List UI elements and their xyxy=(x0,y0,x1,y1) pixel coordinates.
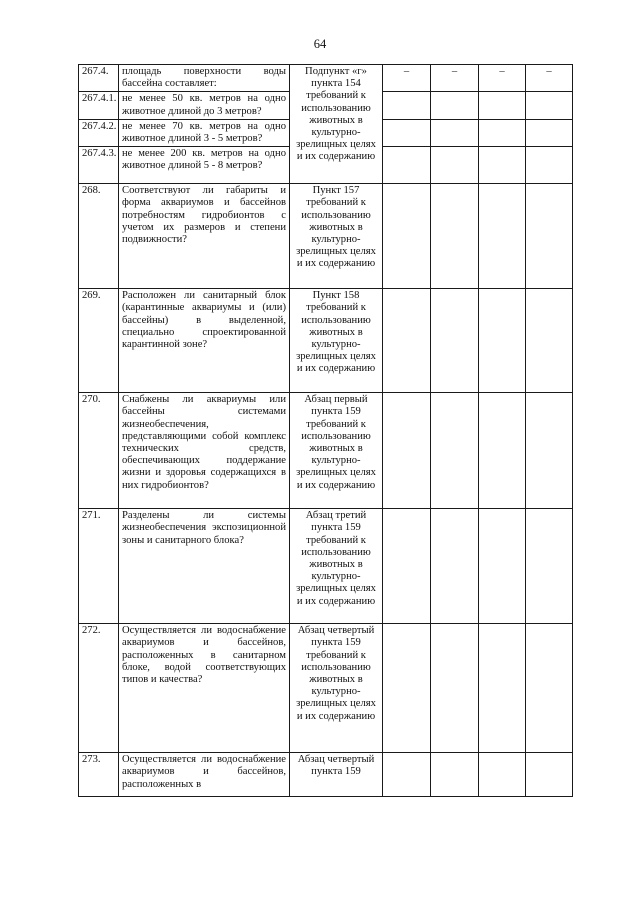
table-row xyxy=(79,184,573,289)
row-requirement: Абзац первый пункта 159 требований к использованию животных в культурно-зрелищных целях и их содержанию xyxy=(290,393,383,509)
mark-cell[interactable] xyxy=(383,624,431,753)
mark-cell[interactable]: – xyxy=(431,65,479,92)
mark-cell[interactable]: – xyxy=(526,65,573,92)
row-number: 270. xyxy=(79,393,119,509)
mark-cell[interactable] xyxy=(479,92,526,119)
mark-cell[interactable] xyxy=(431,624,479,753)
table-row xyxy=(79,65,573,92)
row-number: 267.4.3. xyxy=(79,147,119,184)
row-number: 272. xyxy=(79,624,119,753)
table-row xyxy=(79,753,573,797)
mark-cell[interactable] xyxy=(479,393,526,509)
mark-cell[interactable] xyxy=(526,753,573,797)
table-row xyxy=(79,393,573,509)
mark-cell[interactable] xyxy=(526,119,573,146)
row-number: 267.4.2. xyxy=(79,119,119,146)
row-number: 267.4.1. xyxy=(79,92,119,119)
row-requirement: Подпункт «г» пункта 154 требований к использованию животных в культурно-зрелищных целях и их содержанию xyxy=(290,65,383,184)
row-requirement: Пункт 158 требований к использованию животных в культурно-зрелищных целях и их содержанию xyxy=(290,289,383,393)
mark-cell[interactable] xyxy=(526,147,573,184)
mark-cell[interactable] xyxy=(479,624,526,753)
mark-cell[interactable] xyxy=(479,184,526,289)
row-question: Разделены ли системы жизнеобеспечения экспозиционной зоны и санитарного блока? xyxy=(119,509,290,624)
page-number: 64 xyxy=(313,37,327,51)
mark-cell[interactable] xyxy=(383,753,431,797)
mark-cell[interactable] xyxy=(479,753,526,797)
mark-cell[interactable]: – xyxy=(383,65,431,92)
mark-cell[interactable] xyxy=(383,147,431,184)
checklist-table xyxy=(78,64,573,797)
mark-cell[interactable] xyxy=(431,147,479,184)
mark-cell[interactable] xyxy=(526,92,573,119)
mark-cell[interactable] xyxy=(526,509,573,624)
row-question: площадь поверхности воды бассейна составляет: xyxy=(119,65,290,92)
row-number: 269. xyxy=(79,289,119,393)
mark-cell[interactable] xyxy=(431,184,479,289)
table-row xyxy=(79,509,573,624)
mark-cell[interactable] xyxy=(383,119,431,146)
mark-cell[interactable] xyxy=(526,393,573,509)
row-number: 271. xyxy=(79,509,119,624)
mark-cell[interactable] xyxy=(479,289,526,393)
mark-cell[interactable] xyxy=(431,92,479,119)
row-number: 267.4. xyxy=(79,65,119,92)
mark-cell[interactable] xyxy=(479,509,526,624)
row-requirement: Абзац четвертый пункта 159 xyxy=(290,753,383,797)
row-requirement: Абзац третий пункта 159 требований к использованию животных в культурно-зрелищных целях и их содержанию xyxy=(290,509,383,624)
mark-cell[interactable]: – xyxy=(479,65,526,92)
mark-cell[interactable] xyxy=(479,119,526,146)
mark-cell[interactable] xyxy=(526,184,573,289)
mark-cell[interactable] xyxy=(431,289,479,393)
row-number: 273. xyxy=(79,753,119,797)
mark-cell[interactable] xyxy=(383,184,431,289)
row-question: Расположен ли санитарный блок (карантинные аквариумы и (или) бассейны) в выделенной, специально спроектированной карантинной зоне? xyxy=(119,289,290,393)
row-question: Соответствуют ли габариты и форма аквариумов и бассейнов потребностям гидробионтов с учетом их размеров и степени подвижности? xyxy=(119,184,290,289)
table-row xyxy=(79,624,573,753)
row-question: Осуществляется ли водоснабжение аквариумов и бассейнов, расположенных в санитарном блоке, водой соответствующих типов и качества? xyxy=(119,624,290,753)
row-question: Осуществляется ли водоснабжение аквариумов и бассейнов, расположенных в xyxy=(119,753,290,797)
mark-cell[interactable] xyxy=(431,119,479,146)
row-question: Снабжены ли аквариумы или бассейны системами жизнеобеспечения, представляющими собой комплекс технических средств, обеспечивающих поддержание жизни и здоровья содержащихся в них гидробионтов? xyxy=(119,393,290,509)
mark-cell[interactable] xyxy=(383,509,431,624)
mark-cell[interactable] xyxy=(431,753,479,797)
mark-cell[interactable] xyxy=(383,92,431,119)
table-row xyxy=(79,289,573,393)
row-question: не менее 50 кв. метров на одно животное длиной до 3 метров? xyxy=(119,92,290,119)
row-number: 268. xyxy=(79,184,119,289)
mark-cell[interactable] xyxy=(431,509,479,624)
row-question: не менее 70 кв. метров на одно животное длиной 3 - 5 метров? xyxy=(119,119,290,146)
mark-cell[interactable] xyxy=(526,289,573,393)
mark-cell[interactable] xyxy=(383,393,431,509)
row-question: не менее 200 кв. метров на одно животное длиной 5 - 8 метров? xyxy=(119,147,290,184)
mark-cell[interactable] xyxy=(526,624,573,753)
mark-cell[interactable] xyxy=(479,147,526,184)
row-requirement: Пункт 157 требований к использованию животных в культурно-зрелищных целях и их содержанию xyxy=(290,184,383,289)
mark-cell[interactable] xyxy=(431,393,479,509)
row-requirement: Абзац четвертый пункта 159 требований к использованию животных в культурно-зрелищных целях и их содержанию xyxy=(290,624,383,753)
mark-cell[interactable] xyxy=(383,289,431,393)
